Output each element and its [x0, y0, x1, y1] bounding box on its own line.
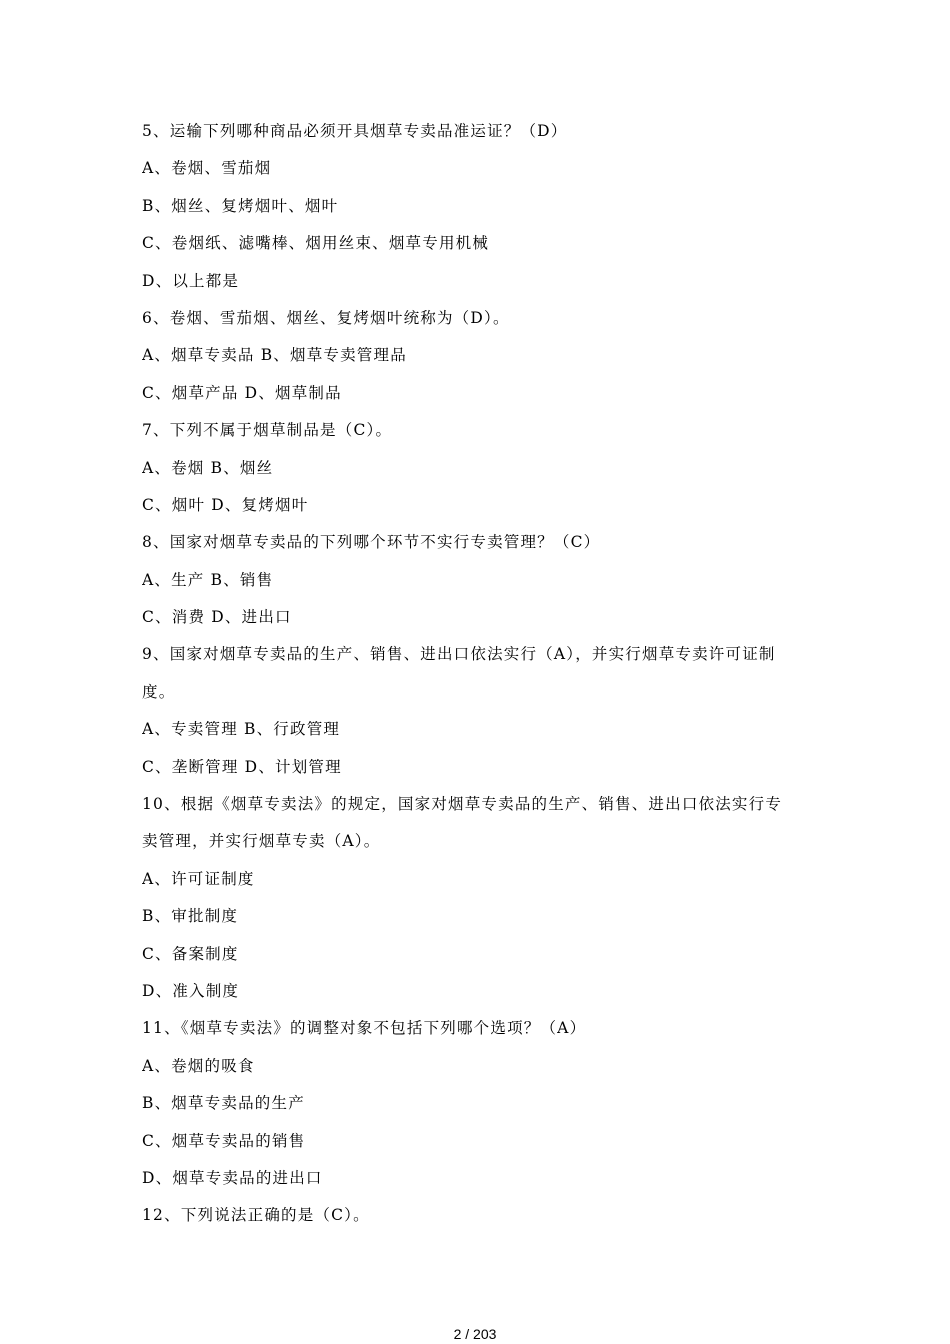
- text-line: A、卷烟 B、烟丝: [142, 458, 274, 477]
- text-line: D、以上都是: [142, 271, 240, 290]
- text-line: A、烟草专卖品 B、烟草专卖管理品: [142, 346, 407, 365]
- text-line: 11、《烟草专卖法》的调整对象不包括下列哪个选项？（A）: [142, 1019, 587, 1038]
- text-line: 5、运输下列哪种商品必须开具烟草专卖品准运证？（D）: [142, 122, 568, 140]
- text-line: 度。: [142, 682, 176, 701]
- question-text-block: [142, 118, 822, 1240]
- text-line: 10、根据《烟草专卖法》的规定，国家对烟草专卖品的生产、销售、进出口依法实行专: [142, 795, 783, 814]
- text-line: C、烟叶 D、复烤烟叶: [142, 495, 309, 514]
- text-line: 6、卷烟、雪茄烟、烟丝、复烤烟叶统称为（D）。: [142, 308, 510, 327]
- text-line: C、卷烟纸、滤嘴棒、烟用丝束、烟草专用机械: [142, 234, 490, 253]
- text-line: A、生产 B、销售: [142, 570, 274, 589]
- text-line: D、准入制度: [142, 981, 240, 1000]
- text-line: C、烟草专卖品的销售: [142, 1131, 306, 1150]
- text-line: 7、下列不属于烟草制品是（C）。: [142, 421, 393, 440]
- text-line: C、备案制度: [142, 944, 239, 963]
- text-line: C、烟草产品 D、烟草制品: [142, 383, 342, 402]
- text-line: 卖管理，并实行烟草专卖（A）。: [142, 832, 381, 851]
- text-line: A、专卖管理 B、行政管理: [142, 720, 341, 739]
- text-line: B、审批制度: [142, 907, 239, 926]
- text-line: 12、下列说法正确的是（C）。: [142, 1206, 370, 1225]
- text-line: B、烟丝、复烤烟叶、烟叶: [142, 196, 339, 215]
- text-line: A、卷烟的吸食: [142, 1056, 255, 1075]
- text-line: 9、国家对烟草专卖品的生产、销售、进出口依法实行（A），并实行烟草专卖许可证制: [142, 645, 776, 664]
- text-line: B、烟草专卖品的生产: [142, 1094, 305, 1113]
- text-line: 8、国家对烟草专卖品的下列哪个环节不实行专卖管理？（C）: [142, 533, 601, 552]
- text-line: A、卷烟、雪茄烟: [142, 159, 272, 178]
- text-line: C、垄断管理 D、计划管理: [142, 757, 342, 776]
- text-line: A、许可证制度: [142, 869, 255, 888]
- text-line: D、烟草专卖品的进出口: [142, 1168, 323, 1187]
- page-number: 2 / 203: [453, 1326, 497, 1342]
- text-line: C、消费 D、进出口: [142, 608, 292, 627]
